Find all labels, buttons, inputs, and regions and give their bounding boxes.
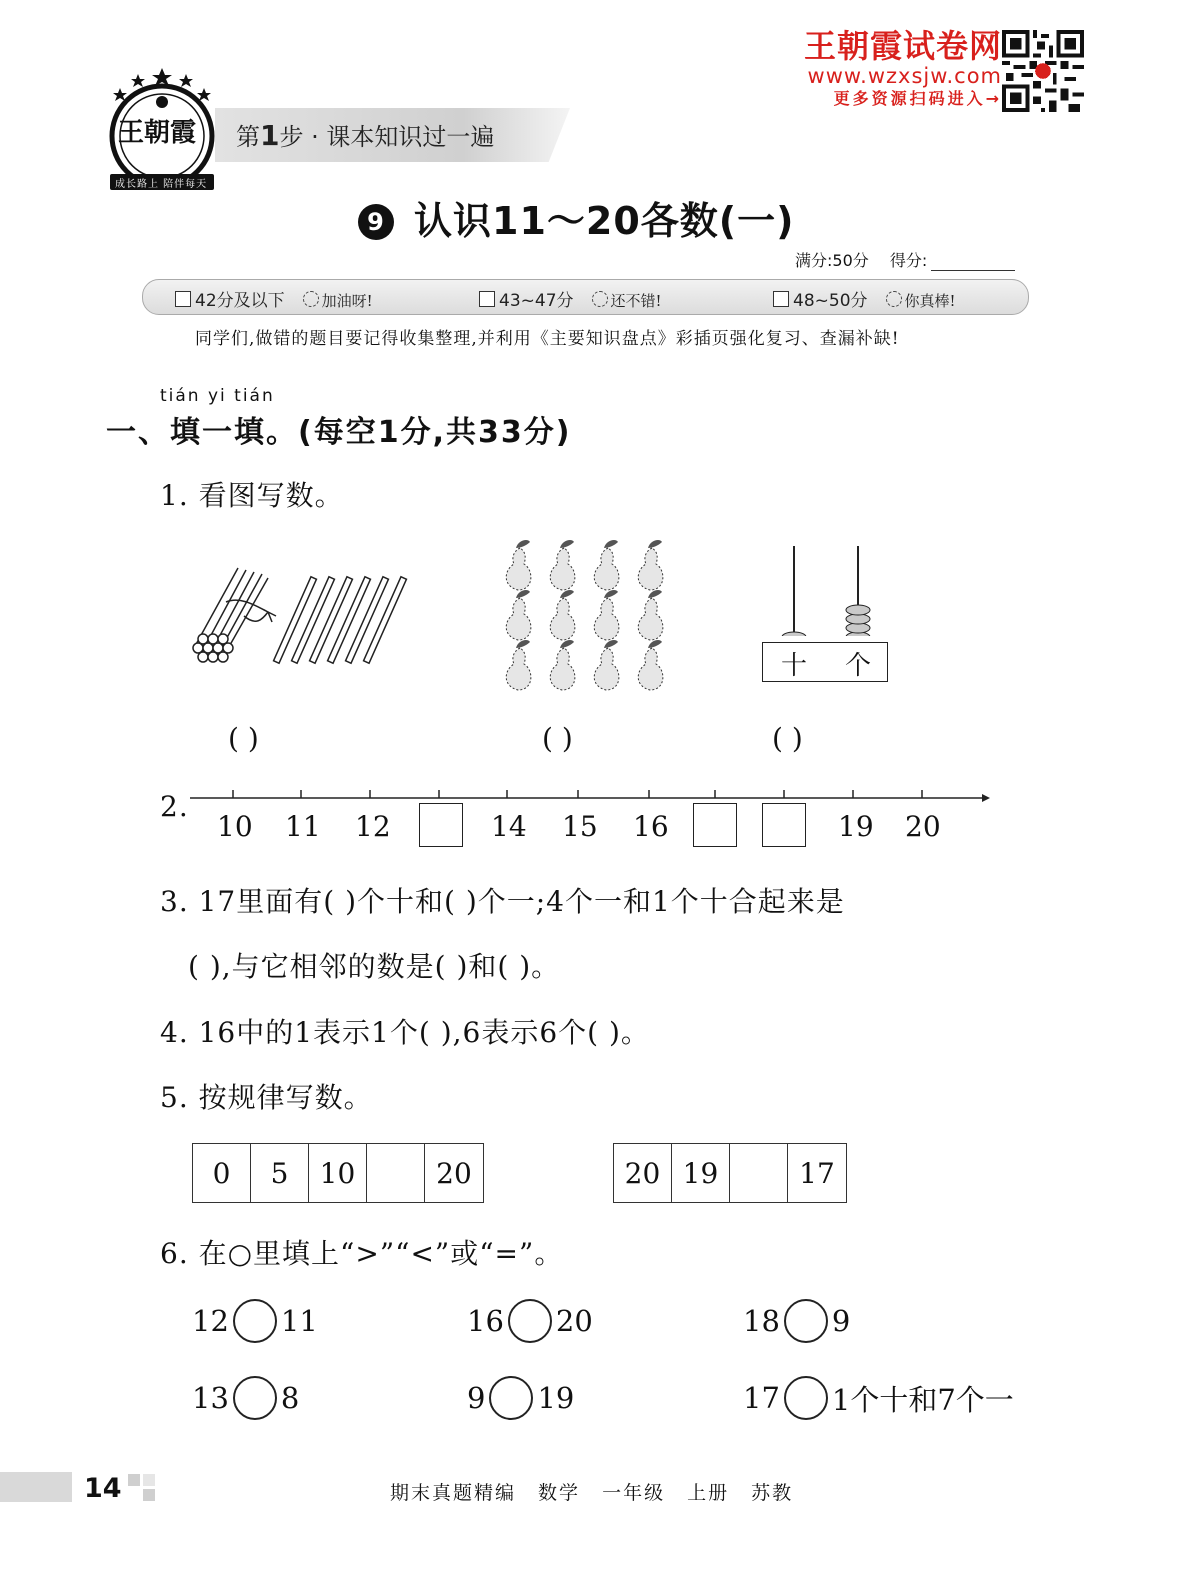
full-score: 满分:50分 bbox=[795, 251, 869, 270]
q6-label: 6. 在○里填上“>”“<”或“=”。 bbox=[160, 1237, 564, 1270]
lesson-title bbox=[358, 190, 795, 245]
sequence-row-1 bbox=[192, 1143, 484, 1203]
rating-item: 42分及以下 加油呀! bbox=[175, 286, 373, 311]
abacus-image bbox=[760, 546, 892, 636]
step-number: 1 bbox=[260, 119, 280, 152]
lesson-number-badge: 9 bbox=[358, 204, 394, 240]
q3-line1: 3. 17里面有( )个十和( )个一;4个一和1个十合起来是 bbox=[160, 885, 845, 918]
tick-label: 10 bbox=[217, 810, 253, 843]
compare-item: 12 11 bbox=[192, 1299, 318, 1343]
tick-label: 15 bbox=[562, 810, 598, 843]
tick-label: 20 bbox=[905, 810, 941, 843]
compare-circle-blank[interactable] bbox=[784, 1299, 828, 1343]
number-line bbox=[186, 786, 990, 806]
lesson-title-text: 认识11～20各数(一) bbox=[414, 199, 795, 243]
step-banner-text: 第1步 · 课本知识过一遍 bbox=[236, 119, 495, 152]
smiley-icon bbox=[303, 291, 319, 307]
footer-book-info: 期末真题精编 数学 一年级 上册 苏教 bbox=[390, 1482, 794, 1504]
score-label: 得分: bbox=[889, 251, 928, 270]
brand-tagline: 更多资源扫码进入→ bbox=[833, 89, 1002, 108]
number-line-blank[interactable] bbox=[419, 803, 463, 847]
compare-item: 16 20 bbox=[467, 1299, 593, 1343]
number-line-blank[interactable] bbox=[693, 803, 737, 847]
sequence-cell: 0 bbox=[193, 1144, 251, 1202]
tick-label: 16 bbox=[633, 810, 669, 843]
q1-label: 1. 看图写数。 bbox=[160, 479, 344, 512]
number-line-blank[interactable] bbox=[762, 803, 806, 847]
sequence-cell: 17 bbox=[799, 1156, 835, 1190]
sticks-bundle-image bbox=[186, 560, 408, 672]
rating-bar bbox=[142, 279, 1029, 315]
smiley-icon bbox=[592, 291, 608, 307]
compare-circle-blank[interactable] bbox=[784, 1376, 828, 1420]
sequence-cell: 10 bbox=[309, 1144, 367, 1202]
qr-code-icon[interactable] bbox=[1002, 30, 1084, 112]
compare-circle-blank[interactable] bbox=[508, 1299, 552, 1343]
abacus-base bbox=[762, 642, 888, 682]
brand-url[interactable]: www.wzxsjw.com bbox=[807, 64, 1002, 88]
sequence-blank[interactable] bbox=[730, 1144, 788, 1202]
smiley-icon bbox=[886, 291, 902, 307]
footer-decoration bbox=[128, 1474, 156, 1502]
score-line bbox=[795, 248, 1015, 271]
rating-checkbox[interactable] bbox=[479, 291, 495, 307]
instruction-note: 同学们,做错的题目要记得收集整理,并利用《主要知识盘点》彩插页强化复习、查漏补缺! bbox=[195, 329, 900, 349]
sequence-cell: 20 bbox=[614, 1144, 672, 1202]
compare-circle-blank[interactable] bbox=[489, 1376, 533, 1420]
sequence-cell: 5 bbox=[251, 1144, 309, 1202]
section-pinyin: tián yi tián bbox=[160, 386, 275, 406]
q1-answer-blank[interactable]: ( ) bbox=[772, 722, 803, 755]
rating-item: 48~50分 你真棒! bbox=[773, 286, 956, 311]
brand-block bbox=[792, 28, 1002, 110]
logo-motto: 成长路上 陪伴每天 bbox=[115, 179, 208, 190]
sequence-cell: 19 bbox=[672, 1144, 730, 1202]
q2-label: 2. bbox=[160, 790, 189, 823]
tick-label: 11 bbox=[285, 810, 321, 843]
compare-item: 17 1个十和7个一 bbox=[743, 1376, 1014, 1420]
sequence-blank[interactable] bbox=[367, 1144, 425, 1202]
q5-label: 5. 按规律写数。 bbox=[160, 1081, 373, 1114]
brand-name: 王朝霞试卷网 bbox=[803, 27, 1002, 65]
tick-label: 19 bbox=[838, 810, 874, 843]
rating-item: 43~47分 还不错! bbox=[479, 286, 662, 311]
abacus-tens-label: 十 bbox=[781, 651, 808, 681]
tick-label: 12 bbox=[355, 810, 391, 843]
compare-circle-blank[interactable] bbox=[233, 1376, 277, 1420]
logo-text: 王朝霞 bbox=[118, 118, 197, 148]
footer-bar bbox=[0, 1472, 72, 1502]
tick-label: 14 bbox=[491, 810, 527, 843]
compare-circle-blank[interactable] bbox=[233, 1299, 277, 1343]
section-title: 一、填一填。(每空1分,共33分) bbox=[106, 415, 572, 450]
q3-line2: ( ),与它相邻的数是( )和( )。 bbox=[188, 950, 561, 983]
rating-checkbox[interactable] bbox=[175, 291, 191, 307]
compare-item: 9 19 bbox=[467, 1376, 574, 1420]
pears-grid-image bbox=[494, 538, 674, 696]
abacus-ones-label: 个 bbox=[845, 651, 872, 681]
page-number: 14 bbox=[84, 1473, 122, 1504]
sequence-cell: 20 bbox=[436, 1156, 472, 1190]
score-blank[interactable] bbox=[931, 251, 1015, 271]
q1-answer-blank[interactable]: ( ) bbox=[228, 722, 259, 755]
q1-answer-blank[interactable]: ( ) bbox=[542, 722, 573, 755]
sequence-row-2 bbox=[613, 1143, 847, 1203]
compare-item: 18 9 bbox=[743, 1299, 850, 1343]
q4-text: 4. 16中的1表示1个( ),6表示6个( )。 bbox=[160, 1016, 650, 1049]
rating-checkbox[interactable] bbox=[773, 291, 789, 307]
compare-item: 13 8 bbox=[192, 1376, 299, 1420]
